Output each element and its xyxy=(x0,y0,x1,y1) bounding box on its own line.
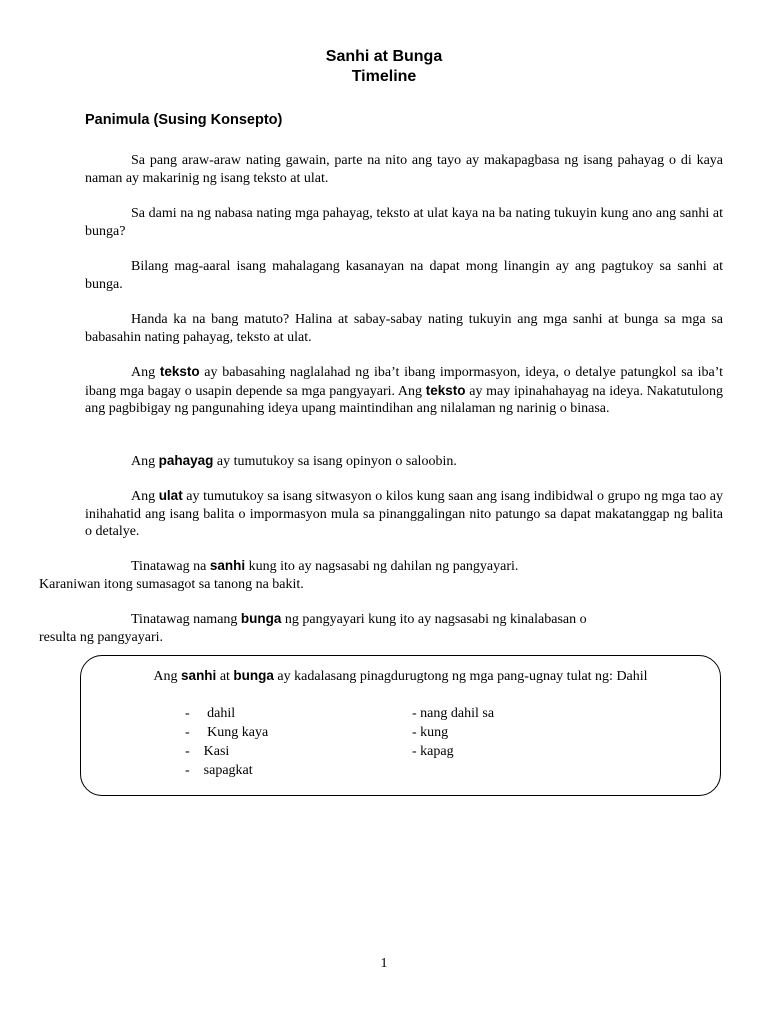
page-number: 1 xyxy=(380,956,388,971)
keyword-bunga: bunga xyxy=(240,611,282,626)
keyword-ulat: ulat xyxy=(158,488,183,503)
keyword-bunga: bunga xyxy=(233,668,274,683)
paragraph-ulat: Ang ulat ay tumutukoy sa isang sitwasyon o kilos kung saan ang isang indibidwal o grupo ng mga tao ay inihahatid ang isang balita o impormasyon mula sa pinanggalingan nito patungo sa dapat makatanggap ng balita o detalye. xyxy=(85,488,723,539)
paragraph-1: Sa pang araw-araw nating gawain, parte na nito ang tayo ay makapagbasa ng isang pahayag o di kaya naman ay makarinig ng isang teksto at ulat. xyxy=(85,153,723,186)
list-item: - dahil xyxy=(185,706,236,721)
box-intro: Ang sanhi at bunga ay kadalasang pinagdurugtong ng mga pang-ugnay tulat ng: Dahil xyxy=(153,668,648,684)
paragraph-2: Sa dami na ng nabasa nating mga pahayag, teksto at ulat kaya na ba nating tukuyin kung ano ang sanhi at bunga? xyxy=(85,206,723,239)
list-item: - kapag xyxy=(412,744,454,759)
keyword-sanhi: sanhi xyxy=(181,668,217,683)
list-item: - nang dahil sa xyxy=(412,706,495,721)
keyword-teksto: teksto xyxy=(425,382,466,398)
title-line-2: Timeline xyxy=(351,68,417,85)
paragraph-3: Bilang mag-aaral isang mahalagang kasanayan na dapat mong linangin ay ang pagtukoy sa sanhi at bunga. xyxy=(85,259,723,292)
keyword-pahayag: pahayag xyxy=(158,453,214,468)
list-item: - sapagkat xyxy=(185,763,253,778)
paragraph-pahayag: Ang pahayag ay tumutukoy sa isang opinyon o saloobin. xyxy=(131,453,457,469)
paragraph-bunga: Tinatawag namang bunga ng pangyayari kung ito ay nagsasabi ng kinalabasan o resulta ng pangyayari. xyxy=(39,611,587,645)
list-item: - Kasi xyxy=(185,744,230,759)
paragraph-sanhi: Tinatawag na sanhi kung ito ay nagsasabi ng dahilan ng pangyayari. Karaniwan itong sumasagot sa tanong na bakit. xyxy=(39,558,519,592)
keyword-teksto: teksto xyxy=(159,364,200,379)
paragraph-4: Handa ka na bang matuto? Halina at sabay-sabay nating tukuyin ang mga sanhi at bunga sa mga sa babasahin nating pahayag, teksto at ulat. xyxy=(85,312,723,345)
keyword-sanhi: sanhi xyxy=(209,558,246,573)
connectors-list-right xyxy=(412,704,494,761)
connectors-list-left xyxy=(185,704,268,780)
title-line-1: Sanhi at Bunga xyxy=(325,48,443,65)
connectors-box xyxy=(80,655,721,796)
list-item: - kung xyxy=(412,725,449,740)
section-heading: Panimula (Susing Konsepto) xyxy=(85,112,283,128)
page-title xyxy=(0,47,768,87)
list-item: - Kung kaya xyxy=(185,725,269,740)
paragraph-teksto: Ang teksto ay babasahing naglalahad ng iba’t ibang impormasyon, ideya, o detalye patungkol sa iba’t ibang mga bagay o usapin depende sa mga pangyayari. Ang teksto ay may ipinahahayag na ideya. Nakatutulong ang pagbibigay ng pangunahing ideya upang maintindihan ang nilalaman ng narinig o binasa. xyxy=(85,364,723,416)
